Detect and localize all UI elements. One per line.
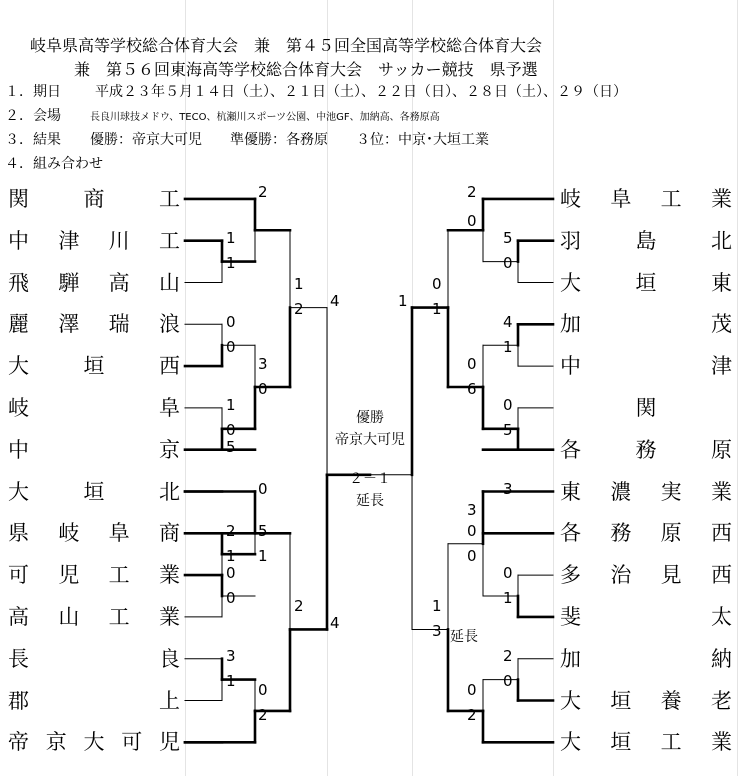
- right-team-name: [560, 600, 732, 634]
- right-score: 0: [467, 680, 477, 699]
- left-team-name: [8, 475, 180, 509]
- right-score: 2: [467, 183, 477, 202]
- right-score: 2: [467, 705, 477, 724]
- right-score: 3: [467, 500, 477, 519]
- right-team-char: 大: [560, 730, 581, 755]
- left-team-char: 岐: [8, 395, 29, 420]
- left-team-name: [8, 725, 180, 759]
- left-team-name: [8, 266, 180, 300]
- left-score: 0: [226, 337, 236, 356]
- right-team-char: 東: [711, 270, 732, 295]
- left-score: 4: [330, 613, 340, 632]
- final-note: 延長: [356, 493, 384, 509]
- right-team-char: 務: [610, 521, 632, 546]
- left-team-char: 北: [159, 479, 180, 504]
- left-team-name: [8, 224, 180, 258]
- right-score: 3: [432, 622, 442, 641]
- right-team-char: 大: [560, 270, 581, 295]
- left-team-char: 良: [159, 646, 180, 671]
- right-team-char: 濃: [610, 479, 632, 504]
- left-score: 4: [330, 291, 340, 310]
- right-team-char: 各: [560, 437, 581, 462]
- right-team-name: [560, 516, 732, 550]
- right-team-char: 原: [711, 437, 732, 462]
- right-team-name: [560, 725, 732, 759]
- left-team-char: 高: [108, 270, 130, 295]
- right-team-char: 斐: [560, 604, 581, 629]
- left-team-char: 垣: [83, 354, 105, 379]
- left-score: 2: [258, 183, 268, 202]
- left-team-char: 可: [8, 563, 29, 588]
- left-team-char: 関: [8, 186, 29, 211]
- right-team-char: 養: [660, 688, 682, 713]
- left-score: 2: [226, 521, 236, 540]
- left-score: 3: [226, 647, 236, 666]
- right-score: 6: [467, 379, 477, 398]
- right-team-char: 阜: [610, 186, 632, 211]
- right-team-char: 太: [711, 604, 732, 629]
- right-team-char: 実: [660, 479, 682, 504]
- left-team-char: 中: [8, 437, 29, 462]
- right-score: 1: [432, 597, 442, 615]
- right-team-char: 島: [635, 228, 657, 253]
- left-score: 0: [226, 563, 236, 582]
- left-team-char: 高: [8, 604, 29, 629]
- right-score: 1: [398, 291, 408, 310]
- right-score: 0: [432, 275, 442, 294]
- right-team-char: 茂: [711, 312, 732, 337]
- left-team-char: 澤: [58, 312, 80, 337]
- right-team-name: [560, 391, 732, 425]
- left-score: 1: [226, 229, 236, 248]
- left-team-char: 工: [108, 563, 130, 588]
- left-team-name: [8, 433, 180, 467]
- right-score: 1: [432, 300, 442, 319]
- left-team-char: 郡: [8, 688, 29, 713]
- right-team-char: 各: [560, 521, 581, 546]
- right-team-name: [560, 684, 732, 718]
- dates-text: 平成２３年５月１４日（土）、２１日（土）、２２日（日）、２８日（土）、２９（日）: [95, 84, 627, 100]
- right-team-name: [560, 182, 732, 216]
- left-team-char: 垣: [83, 479, 105, 504]
- dates-label: １．期日: [5, 84, 61, 100]
- right-score: 0: [467, 521, 477, 540]
- left-team-char: 業: [158, 604, 180, 629]
- left-score: 3: [258, 354, 268, 373]
- right-team-char: 羽: [560, 228, 581, 253]
- right-score: 4: [503, 312, 513, 331]
- right-team-char: 老: [710, 688, 732, 713]
- right-team-char: 工: [660, 186, 682, 211]
- right-team-char: 北: [711, 228, 732, 253]
- right-score: 0: [503, 672, 513, 691]
- left-score: 0: [226, 312, 236, 331]
- right-score: 0: [503, 396, 513, 415]
- right-score: 0: [467, 354, 477, 373]
- left-team-name: [8, 307, 180, 341]
- left-score: 1: [226, 396, 236, 415]
- right-team-name: [560, 642, 732, 676]
- right-score: 0: [467, 546, 477, 565]
- left-score: 1: [226, 672, 236, 691]
- right-team-name: [560, 433, 732, 467]
- left-team-char: 麗: [8, 312, 29, 337]
- right-team-char: 垣: [610, 730, 632, 755]
- left-score: 5: [258, 521, 268, 540]
- right-team-char: 東: [560, 479, 581, 504]
- left-score: 1: [226, 254, 236, 273]
- left-score: 0: [226, 421, 236, 440]
- right-team-char: 大: [560, 688, 581, 713]
- left-team-char: 山: [58, 604, 80, 629]
- right-score: 0: [503, 254, 513, 273]
- left-score: 0: [226, 588, 236, 607]
- left-team-char: 騨: [58, 270, 80, 295]
- right-score: 0: [467, 212, 477, 231]
- title-line-2: 兼 第５６回東海高等学校総合体育大会 サッカー競技 県予選: [74, 60, 538, 79]
- left-team-char: 帝: [8, 730, 29, 755]
- left-team-char: 県: [8, 521, 29, 546]
- right-score: 1: [503, 588, 513, 607]
- left-team-char: 中: [8, 228, 29, 253]
- left-score: 1: [294, 275, 304, 294]
- left-team-char: 山: [158, 270, 180, 295]
- right-team-char: 加: [560, 312, 581, 337]
- right-team-char: 治: [610, 563, 632, 588]
- right-team-char: 見: [660, 563, 682, 588]
- left-score: 0: [258, 379, 268, 398]
- left-team-char: 西: [159, 354, 180, 379]
- left-team-char: 工: [108, 604, 130, 629]
- left-team-char: 大: [8, 479, 29, 504]
- left-score: 0: [258, 680, 268, 699]
- right-team-name: [560, 307, 732, 341]
- right-team-char: 西: [710, 521, 732, 546]
- right-team-char: 業: [710, 479, 732, 504]
- left-team-name: [8, 391, 180, 425]
- left-team-name: [8, 182, 180, 216]
- right-team-char: 加: [560, 646, 581, 671]
- left-team-char: 阜: [108, 521, 130, 546]
- left-team-name: [8, 516, 180, 550]
- left-team-name: [8, 349, 180, 383]
- title-line-1: 岐阜県高等学校総合体育大会 兼 第４５回全国高等学校総合体育大会: [30, 36, 543, 55]
- left-team-char: 大: [8, 354, 29, 379]
- right-team-char: 関: [635, 395, 657, 420]
- right-team-name: [560, 224, 732, 258]
- left-score: 2: [294, 597, 304, 615]
- right-team-char: 多: [560, 563, 581, 588]
- left-score: 1: [226, 546, 236, 565]
- right-score: 3: [503, 479, 513, 498]
- semifinal-note: 延長: [450, 629, 478, 645]
- right-team-name: [560, 266, 732, 300]
- venue-text: 長良川球技メドウ、TECO、杭瀬川スポーツ公園、中池GF、加納高、各務原高: [90, 112, 440, 123]
- left-team-char: 京: [159, 437, 180, 462]
- left-team-char: 阜: [159, 395, 180, 420]
- champion-name: 帝京大可児: [335, 432, 405, 448]
- right-team-name: [560, 475, 732, 509]
- left-team-name: [8, 684, 180, 718]
- left-team-char: 飛: [8, 270, 29, 295]
- left-team-char: 上: [159, 688, 180, 713]
- result-text: 優勝：帝京大可児 準優勝：各務原 ３位：中京･大垣工業: [90, 132, 489, 148]
- left-team-char: 児: [159, 730, 180, 755]
- left-team-char: 京: [45, 730, 67, 755]
- left-team-char: 業: [158, 563, 180, 588]
- result-label: ３．結果: [5, 132, 61, 148]
- left-team-name: [8, 600, 180, 634]
- right-team-char: 垣: [610, 688, 632, 713]
- right-score: 5: [503, 229, 513, 248]
- final-score: ２－１: [349, 471, 391, 487]
- right-team-name: [560, 558, 732, 592]
- left-team-char: 商: [83, 186, 105, 211]
- left-score: 2: [294, 300, 304, 319]
- right-score: 1: [503, 337, 513, 356]
- left-team-char: 岐: [58, 521, 80, 546]
- left-team-char: 大: [83, 730, 105, 755]
- right-score: 5: [503, 421, 513, 440]
- left-team-char: 長: [8, 646, 29, 671]
- left-team-char: 川: [108, 228, 130, 253]
- right-team-char: 納: [711, 646, 732, 671]
- left-team-char: 瑞: [108, 312, 130, 337]
- left-team-char: 津: [58, 228, 80, 253]
- left-score: 0: [258, 479, 268, 498]
- right-team-char: 津: [711, 354, 732, 379]
- left-score: 2: [258, 705, 268, 724]
- right-team-char: 岐: [560, 186, 581, 211]
- right-team-char: 務: [635, 437, 657, 462]
- right-team-char: 西: [710, 563, 732, 588]
- left-team-char: 商: [158, 521, 180, 546]
- right-team-char: 中: [560, 354, 581, 379]
- right-team-char: 業: [710, 730, 732, 755]
- left-team-char: 浪: [158, 312, 180, 337]
- left-score: 5: [226, 438, 236, 457]
- champion-label: 優勝: [356, 410, 384, 426]
- right-team-name: [560, 349, 732, 383]
- left-team-char: 工: [159, 186, 180, 211]
- right-score: 0: [503, 563, 513, 582]
- right-team-char: 垣: [635, 270, 657, 295]
- right-team-char: 原: [660, 521, 682, 546]
- right-score: 2: [503, 647, 513, 666]
- right-team-char: 工: [660, 730, 682, 755]
- left-team-char: 可: [121, 730, 143, 755]
- combination-label: ４．組み合わせ: [5, 156, 103, 172]
- left-team-name: [8, 642, 180, 676]
- left-score: 1: [258, 546, 268, 565]
- left-team-char: 工: [158, 228, 180, 253]
- right-team-char: 業: [710, 186, 732, 211]
- venue-label: ２．会場: [5, 108, 61, 124]
- left-team-char: 児: [58, 563, 80, 588]
- left-team-name: [8, 558, 180, 592]
